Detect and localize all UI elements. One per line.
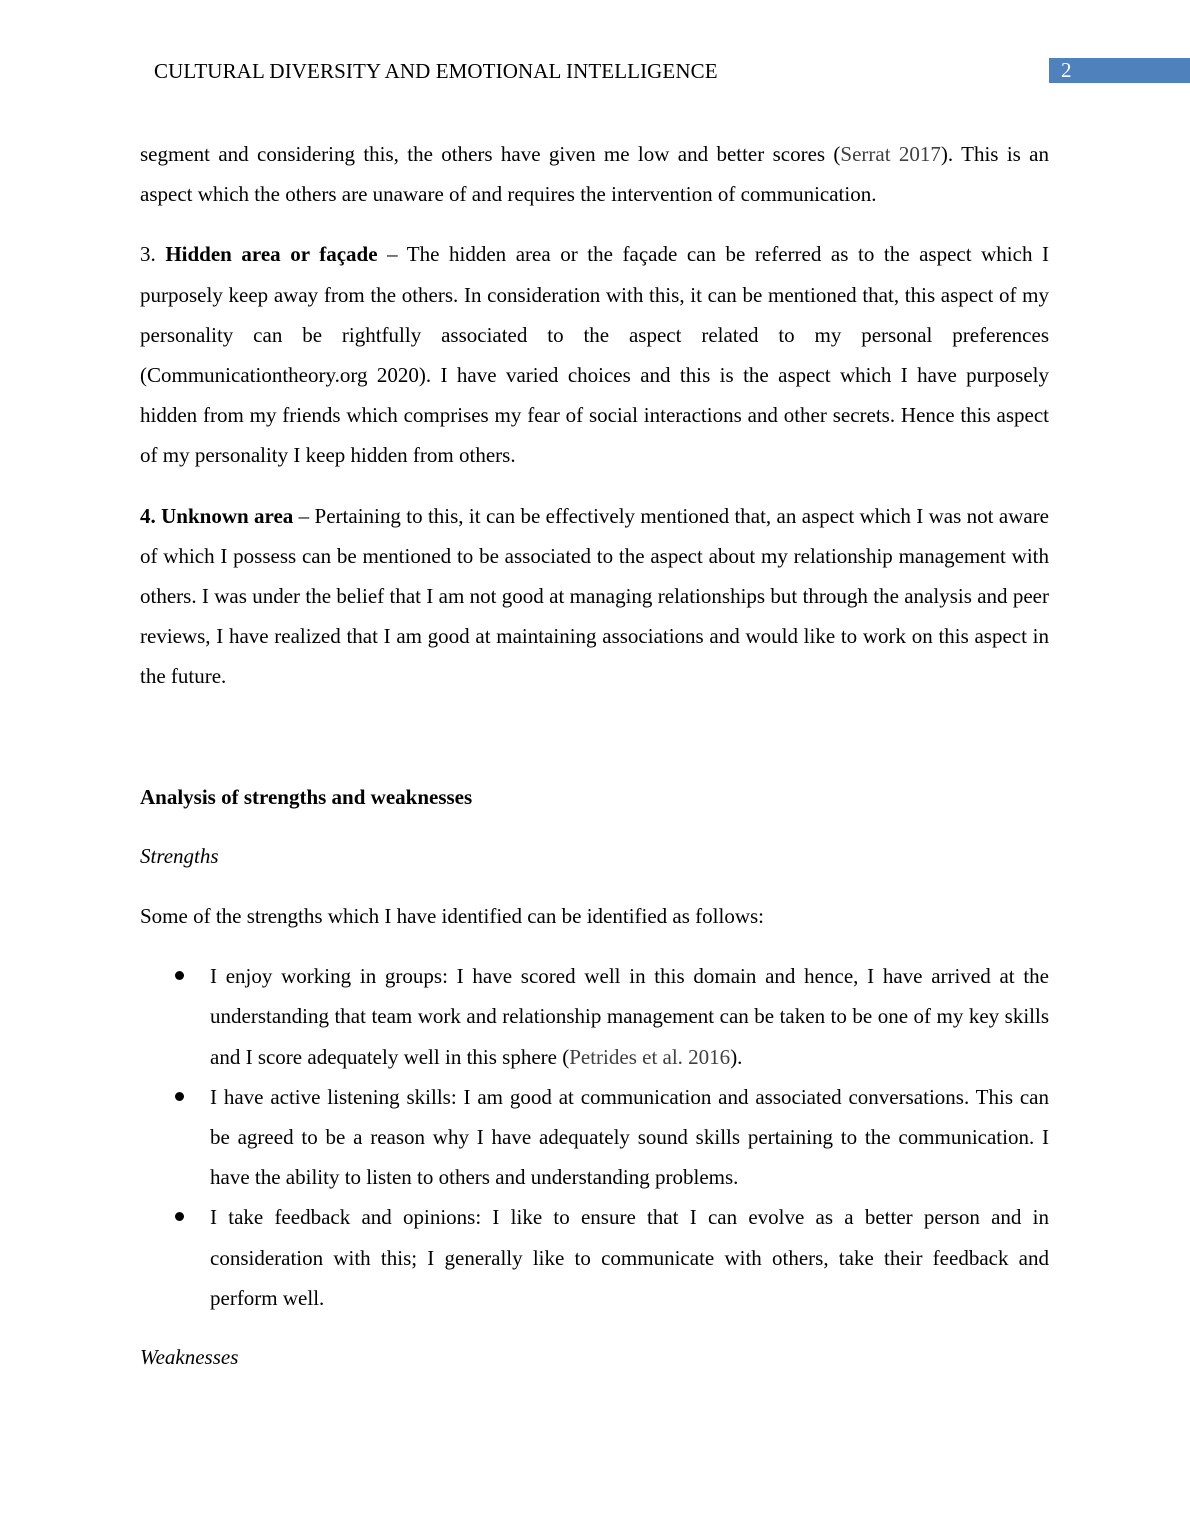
term-hidden-area: Hidden area or façade: [165, 242, 378, 267]
section-heading: Analysis of strengths and weaknesses: [140, 784, 473, 809]
bullet-icon: [175, 1092, 184, 1101]
citation-petrides: Petrides et al. 2016: [569, 1044, 731, 1069]
bullet-icon: [175, 1212, 184, 1221]
paragraph-hidden-area: [140, 234, 1049, 475]
page-header: [0, 57, 1190, 85]
paragraph-blind-area-continued: [140, 134, 1049, 214]
term-unknown-area: 4. Unknown area: [140, 503, 294, 528]
citation-serrat: Serrat 2017: [840, 142, 941, 166]
list-number: 3.: [140, 242, 166, 267]
paragraph-text: – The hidden area or the façade can be referred as to the aspect which I purposely keep away from the others. In consideration with this, it can be mentioned that, this aspect of my personality can be rightfully associated to the aspect related to my personal preferences (Communicationtheory.org 2020). I have varied choices and this is the aspect which I have purposely hidden from my friends which comprises my fear of social interactions and other secrets. Hence this aspect of my personality I keep hidden from others.: [140, 242, 1050, 468]
bullet-icon: [175, 971, 184, 980]
list-item-text: I have active listening skills: I am good at communication and associated conversations. This can be agreed to be a reason why I have adequately sound skills pertaining to the communication. I have the ability to listen to others and understanding problems.: [210, 1084, 1049, 1190]
paragraph-text: – Pertaining to this, it can be effectively mentioned that, an aspect which I was not aware of which I possess can be mentioned to be associated to the aspect about my relationship management with others. I was under the belief that I am not good at managing relationships but through the analysis and peer reviews, I have realized that I am good at maintaining associations and would like to work on this aspect in the future.: [140, 503, 1050, 689]
paragraph-unknown-area: [140, 496, 1049, 697]
paragraph-text: ). This is an aspect which the others are unaware of and requires the intervention of communication.: [140, 142, 1049, 207]
list-item: [140, 1077, 1049, 1198]
list-item-text: I take feedback and opinions: I like to ensure that I can evolve as a better person and in consideration with this; I generally like to communicate with others, take their feedback and perform well.: [210, 1205, 1049, 1310]
list-item: [140, 956, 1049, 1077]
list-item-text-end: ).: [730, 1044, 743, 1069]
list-item: [140, 1197, 1049, 1318]
weaknesses-subheading: Weaknesses: [140, 1345, 239, 1370]
strengths-subheading: Strengths: [140, 843, 219, 868]
list-item-text: I enjoy working in groups: I have scored well in this domain and hence, I have arrived at the understanding that team work and relationship management can be taken to be one of my key skills and I score adequately well in this sphere (: [210, 964, 1049, 1069]
page-number-badge: [1049, 58, 1190, 83]
document-body: [140, 134, 1049, 1397]
page-number: 2: [1061, 58, 1072, 82]
paragraph-text: segment and considering this, the others have given me low and better scores (: [140, 142, 841, 166]
strengths-list: [140, 956, 1049, 1318]
strengths-intro: Some of the strengths which I have identified can be identified as follows:: [140, 904, 765, 929]
running-head-title: CULTURAL DIVERSITY AND EMOTIONAL INTELLIGENCE: [154, 59, 718, 83]
